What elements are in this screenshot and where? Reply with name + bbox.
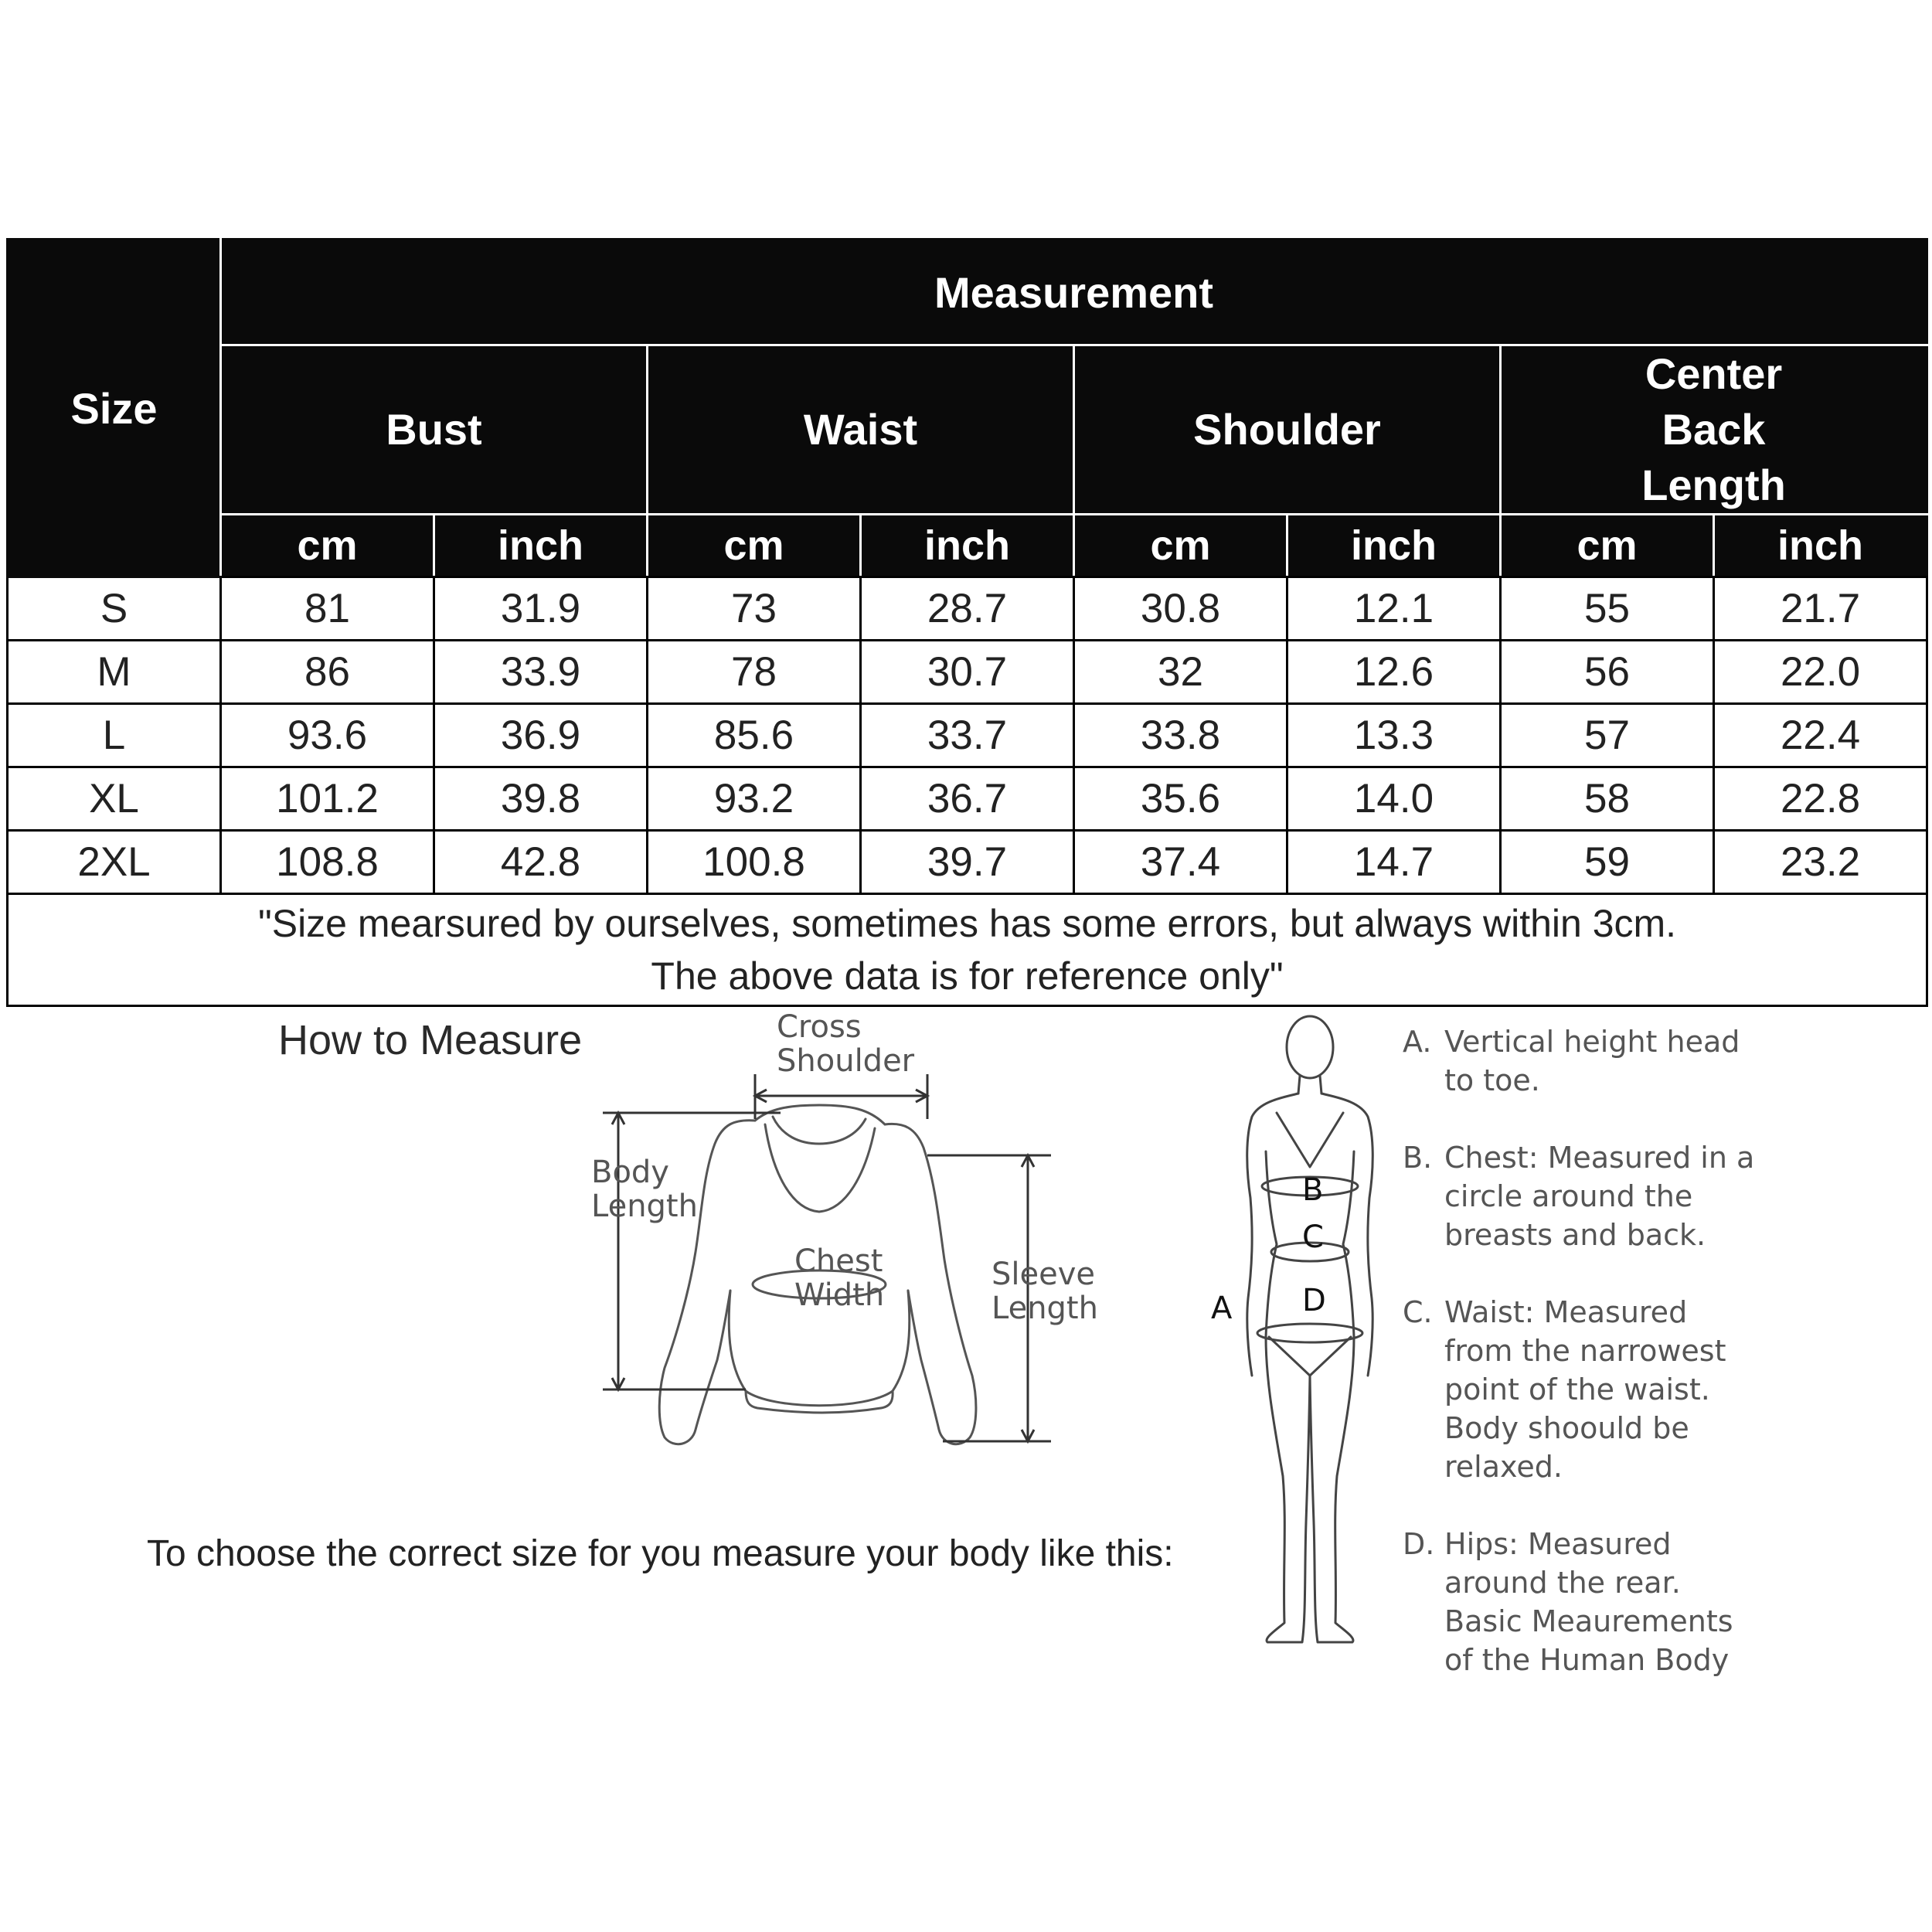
table-cell: 14.7 [1287,831,1501,894]
table-cell: 58 [1501,767,1714,831]
size-cell: 2XL [8,831,221,894]
table-cell: 73 [648,577,861,641]
hips-marker-d: D [1302,1283,1326,1318]
unit-header: inch [861,515,1074,577]
unit-header: cm [1074,515,1287,577]
table-cell: 56 [1501,641,1714,704]
table-cell: 93.2 [648,767,861,831]
bust-header: Bust [221,345,648,515]
size-cell: L [8,704,221,767]
measurement-header: Measurement [221,240,1927,345]
table-cell: 78 [648,641,861,704]
size-cell: XL [8,767,221,831]
table-cell: 14.0 [1287,767,1501,831]
unit-header: inch [434,515,648,577]
table-cell: 31.9 [434,577,648,641]
table-cell: 33.7 [861,704,1074,767]
table-cell: 85.6 [648,704,861,767]
table-cell: 37.4 [1074,831,1287,894]
table-cell: 33.8 [1074,704,1287,767]
table-cell: 12.1 [1287,577,1501,641]
table-cell: 42.8 [434,831,648,894]
how-to-measure-title: How to Measure [278,1017,583,1063]
table-cell: 30.8 [1074,577,1287,641]
table-cell: 57 [1501,704,1714,767]
table-cell: 12.6 [1287,641,1501,704]
table-cell: 86 [221,641,434,704]
chest-width-label: Chest Width [794,1243,885,1313]
size-cell: M [8,641,221,704]
unit-header: cm [1501,515,1714,577]
shoulder-header: Shoulder [1074,345,1501,515]
body-length-label: Body Length [591,1155,698,1224]
note-row [8,894,1927,1006]
table-cell: 35.6 [1074,767,1287,831]
unit-header: cm [648,515,861,577]
table-cell: 93.6 [221,704,434,767]
choose-size-instruction: To choose the correct size for you measure your body like this: [147,1533,1174,1574]
size-chart-table [6,238,1928,1007]
chest-marker-b: B [1302,1172,1324,1208]
height-marker-a: A [1211,1291,1233,1326]
size-column-header: Size [8,240,221,577]
table-row [8,704,1927,767]
table-row [8,641,1927,704]
table-row [8,831,1927,894]
table-cell: 22.8 [1714,767,1927,831]
unit-header: cm [221,515,434,577]
table-cell: 13.3 [1287,704,1501,767]
description-d: D. Hips: Measured around the rear. Basic Meaurements of the Human Body [1403,1527,1733,1677]
table-cell: 22.0 [1714,641,1927,704]
table-cell: 33.9 [434,641,648,704]
table-row [8,767,1927,831]
waist-marker-c: C [1302,1219,1324,1255]
human-body-diagram [1229,1012,1391,1654]
description-a: A. Vertical height head to toe. [1403,1025,1740,1097]
table-row [8,577,1927,641]
size-note [8,894,1927,1006]
table-cell: 30.7 [861,641,1074,704]
table-cell: 59 [1501,831,1714,894]
table-cell: 23.2 [1714,831,1927,894]
unit-header: inch [1287,515,1501,577]
note-line: The above data is for reference only" [651,954,1284,998]
unit-header: inch [1714,515,1927,577]
table-cell: 28.7 [861,577,1074,641]
table-cell: 39.7 [861,831,1074,894]
note-line: "Size mearsured by ourselves, sometimes has some errors, but always within 3cm. [257,902,1677,945]
table-cell: 55 [1501,577,1714,641]
table-cell: 108.8 [221,831,434,894]
table-cell: 36.9 [434,704,648,767]
table-cell: 32 [1074,641,1287,704]
table-cell: 101.2 [221,767,434,831]
size-cell: S [8,577,221,641]
table-cell: 22.4 [1714,704,1927,767]
center-back-length-header: Center Back Length [1501,345,1927,515]
description-c: C. Waist: Measured from the narrowest point of the waist. Body shoould be relaxed. [1403,1295,1726,1484]
table-cell: 81 [221,577,434,641]
description-b: B. Chest: Measured in a circle around the breasts and back. [1403,1141,1755,1252]
table-cell: 39.8 [434,767,648,831]
table-cell: 36.7 [861,767,1074,831]
table-cell: 21.7 [1714,577,1927,641]
table-cell: 100.8 [648,831,861,894]
cross-shoulder-label: Cross Shoulder [777,1009,915,1079]
waist-header: Waist [648,345,1074,515]
sleeve-length-label: Sleeve Length [992,1257,1098,1326]
